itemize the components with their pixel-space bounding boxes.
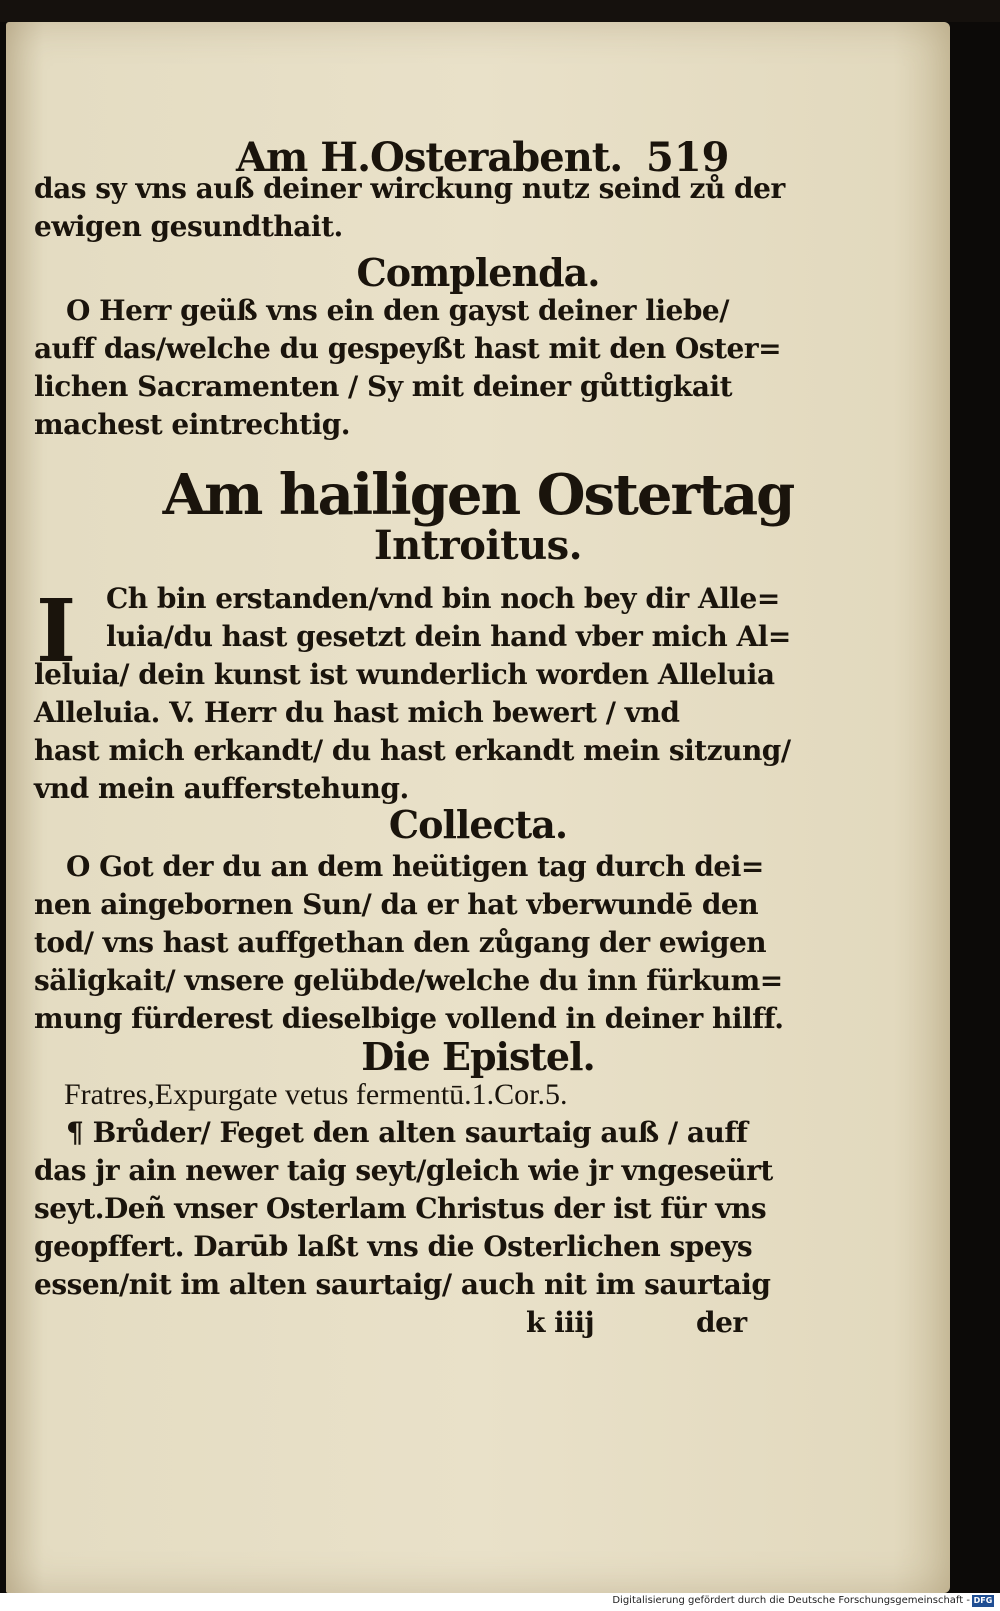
text-line: ¶ Brůder/ Feget den alten saurtaig auß / auff bbox=[66, 1116, 748, 1149]
text-line: O Herr geüß vns ein den gayst deiner liebe/ bbox=[66, 294, 729, 327]
section-heading-epistel: Die Epistel. bbox=[361, 1034, 595, 1079]
text-line: hast mich erkandt/ du hast erkandt mein sitzung/ bbox=[34, 734, 791, 767]
text-line: Alleluia. V. Herr du hast mich bewert / vnd bbox=[34, 696, 680, 729]
text-line: luia/du hast gesetzt dein hand vber mich Al= bbox=[106, 620, 791, 653]
text-line: tod/ vns hast auffgethan den zůgang der ewigen bbox=[34, 926, 767, 959]
feast-title: Am hailigen Ostertag bbox=[162, 462, 794, 528]
text-line: lichen Sacramenten / Sy mit deiner gůttigkait bbox=[34, 370, 733, 403]
section-heading-complenda: Complenda. bbox=[356, 250, 600, 295]
text-line: nen aingebornen Sun/ da er hat vberwundē den bbox=[34, 888, 759, 921]
text-line: säligkait/ vnsere gelübde/welche du inn fürkum= bbox=[34, 964, 783, 997]
text-line: das sy vns auß deiner wirckung nutz seind zů der bbox=[34, 172, 785, 205]
text-line: vnd mein aufferstehung. bbox=[34, 772, 409, 805]
book-page bbox=[6, 22, 950, 1593]
text-line: auff das/welche du gespeyßt hast mit den Oster= bbox=[34, 332, 782, 365]
section-heading-introitus: Introitus. bbox=[373, 522, 583, 569]
text-line: essen/nit im alten saurtaig/ auch nit im saurtaig bbox=[34, 1268, 771, 1301]
text-line: seyt.Deñ vnser Osterlam Christus der ist für vns bbox=[34, 1192, 767, 1225]
dfg-logo-icon: DFG bbox=[973, 1596, 993, 1605]
latin-incipit: Fratres,Expurgate vetus fermentū.1.Cor.5. bbox=[64, 1078, 568, 1111]
text-line: leluia/ dein kunst ist wunderlich worden Alleluia bbox=[34, 658, 775, 691]
text-line: Ch bin erstanden/vnd bin noch bey dir Alle= bbox=[106, 582, 780, 615]
signature-mark: k iiij bbox=[526, 1306, 595, 1339]
text-line: geopffert. Darūb laßt vns die Osterlichen speys bbox=[34, 1230, 753, 1263]
text-line: mung fürderest dieselbige vollend in deiner hilff. bbox=[34, 1002, 784, 1035]
text-line: O Got der du an dem heütigen tag durch dei= bbox=[66, 850, 764, 883]
running-title: Am H.Osterabent. bbox=[236, 134, 623, 181]
digitization-footer bbox=[0, 1593, 1000, 1611]
funding-credit: Digitalisierung gefördert durch die Deutsche Forschungsgemeinschaft - bbox=[612, 1595, 970, 1606]
text-line: das jr ain newer taig seyt/gleich wie jr vngeseürt bbox=[34, 1154, 773, 1187]
page-number: 519 bbox=[646, 134, 730, 181]
section-heading-collecta: Collecta. bbox=[388, 802, 568, 847]
scan-background-top bbox=[0, 0, 1000, 22]
drop-capital: I bbox=[36, 581, 77, 682]
text-line: machest eintrechtig. bbox=[34, 408, 351, 441]
text-line: ewigen gesundthait. bbox=[34, 210, 343, 243]
catchword: der bbox=[696, 1306, 747, 1339]
